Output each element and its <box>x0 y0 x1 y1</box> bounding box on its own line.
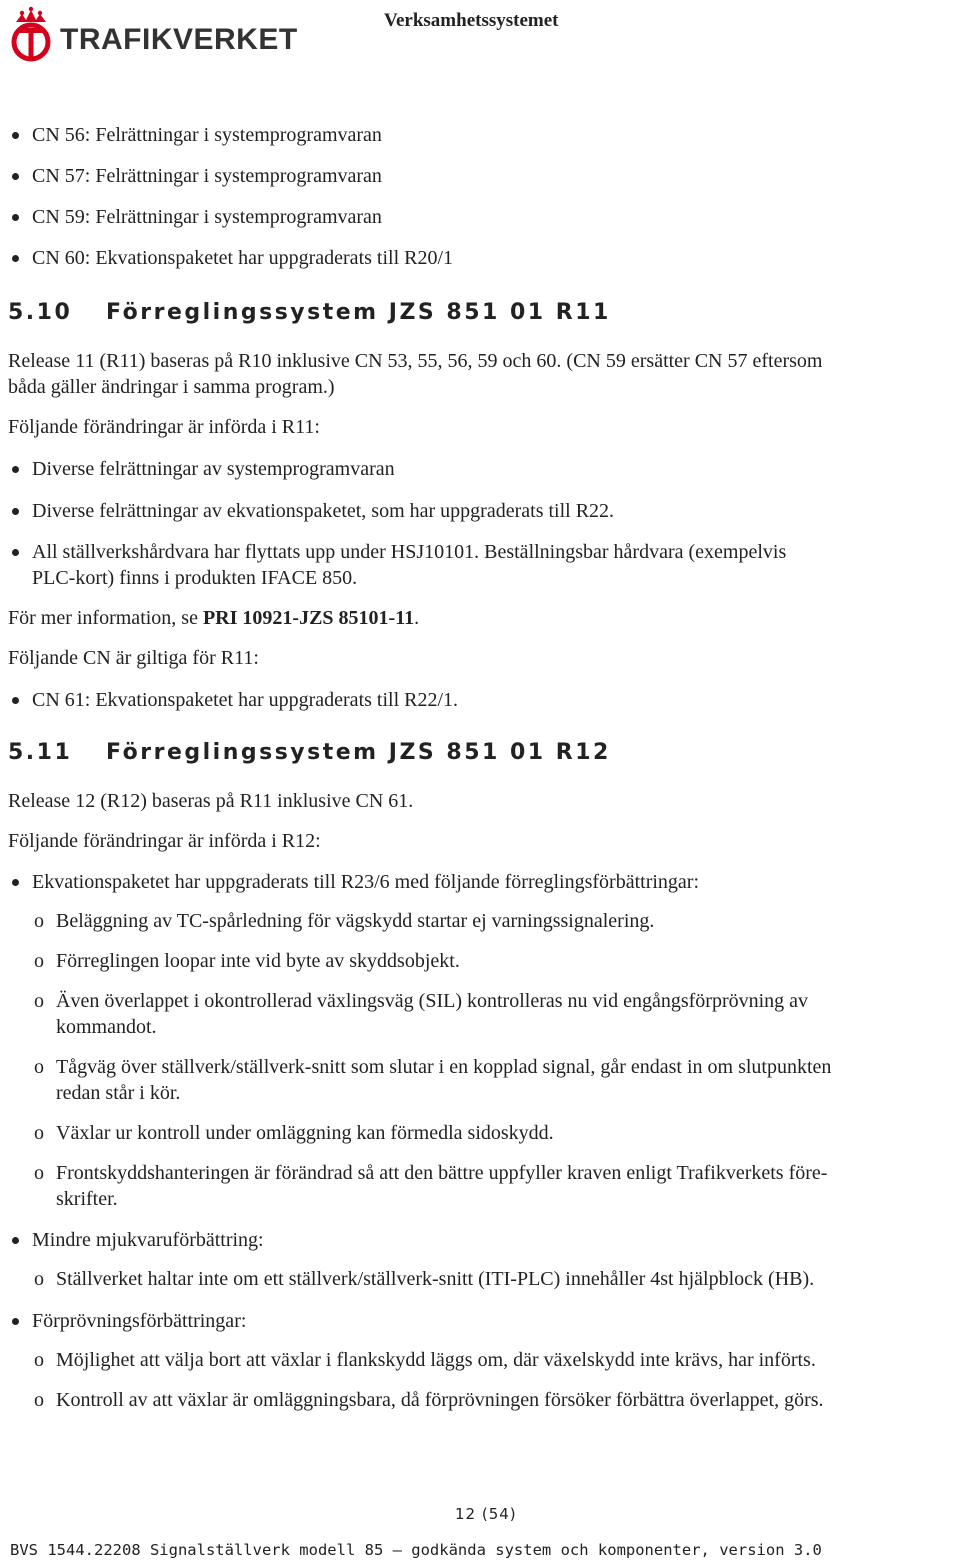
list-item: CN 59: Felrättningar i systemprogramvaran <box>32 206 382 228</box>
logo-wordmark: TRAFIKVERKET <box>60 23 298 56</box>
paragraph: Release 12 (R12) baseras på R11 inklusive CN 61. <box>8 790 414 812</box>
sub-bullet-icon: o <box>34 1162 44 1184</box>
bullet-icon <box>12 255 19 262</box>
list-item-continuation: PLC-kort) finns i produkten IFACE 850. <box>32 567 358 589</box>
bullet-icon <box>12 508 19 515</box>
sub-list-item: Frontskyddshanteringen är förändrad så att den bättre uppfyller kraven enligt Trafikverkets före- <box>56 1162 828 1184</box>
sub-list-item-continuation: skrifter. <box>56 1188 118 1210</box>
document-footer: BVS 1544.22208 Signalställverk modell 85 – godkända system och komponenter, version 3.0 <box>10 1541 822 1559</box>
sub-list-item: Kontroll av att växlar är omläggningsbara, då förprövningen försöker förbättra överlappet, görs. <box>56 1389 824 1411</box>
paragraph: Följande förändringar är införda i R12: <box>8 830 321 852</box>
trafikverket-logo <box>8 6 298 62</box>
page-header <box>0 0 960 70</box>
list-item: Ekvationspaketet har uppgraderats till R23/6 med följande förreglingsförbättringar: <box>32 871 700 893</box>
list-item: CN 56: Felrättningar i systemprogramvaran <box>32 124 382 146</box>
list-item: Diverse felrättningar av systemprogramvaran <box>32 458 395 480</box>
sub-list-item: Förreglingen loopar inte vid byte av skyddsobjekt. <box>56 950 460 972</box>
section-number: 5.11 <box>8 740 73 765</box>
sub-list-item: Även överlappet i okontrollerad växlingsväg (SIL) kontrolleras nu vid engångsförprövning av <box>56 990 809 1012</box>
list-item: CN 61: Ekvationspaketet har uppgraderats till R22/1. <box>32 689 459 711</box>
sub-list-item: Möjlighet att välja bort att växlar i flankskydd läggs om, där växelskydd inte krävs, har införts. <box>56 1349 816 1371</box>
section-title: Förreglingssystem JZS 851 01 R12 <box>106 740 611 765</box>
sub-bullet-icon: o <box>34 1268 44 1290</box>
section-number: 5.10 <box>8 300 73 325</box>
bullet-icon <box>12 466 19 473</box>
section-title: Förreglingssystem JZS 851 01 R11 <box>106 300 611 325</box>
list-item: CN 57: Felrättningar i systemprogramvaran <box>32 165 382 187</box>
paragraph-line: Release 11 (R11) baseras på R10 inklusive CN 53, 55, 56, 59 och 60. (CN 59 ersätter CN 57 eftersom <box>8 350 823 372</box>
bullet-icon <box>12 173 19 180</box>
page-number: 12 (54) <box>455 1505 517 1523</box>
sub-list-item-continuation: kommandot. <box>56 1016 157 1038</box>
sub-bullet-icon: o <box>34 1056 44 1078</box>
bullet-icon <box>12 1318 19 1325</box>
more-info-prefix: För mer information, se <box>8 607 203 629</box>
section-heading-5-10 <box>8 300 611 325</box>
paragraph: Följande CN är giltiga för R11: <box>8 647 259 669</box>
sub-list-item: Ställverket haltar inte om ett ställverk/ställverk-snitt (ITI-PLC) innehåller 4st hjälpblock (HB). <box>56 1268 815 1290</box>
sub-bullet-icon: o <box>34 990 44 1012</box>
sub-bullet-icon: o <box>34 1389 44 1411</box>
more-info-suffix: . <box>414 607 420 629</box>
more-info-paragraph <box>8 605 419 632</box>
section-heading-5-11 <box>8 740 611 765</box>
sub-bullet-icon: o <box>34 1122 44 1144</box>
header-title: Verksamhetssystemet <box>384 10 559 31</box>
document-reference-link[interactable]: PRI 10921-JZS 85101-11 <box>202 607 415 629</box>
sub-list-item: Beläggning av TC-spårledning för vägskydd startar ej varningssignalering. <box>56 910 655 932</box>
sub-list-item: Tågväg över ställverk/ställverk-snitt som slutar i en kopplad signal, går endast in om slutpunkten <box>56 1056 832 1078</box>
list-item: CN 60: Ekvationspaketet har uppgraderats till R20/1 <box>32 247 454 269</box>
paragraph: Följande förändringar är införda i R11: <box>8 416 320 438</box>
bullet-icon <box>12 879 19 886</box>
bullet-icon <box>12 549 19 556</box>
bullet-icon <box>12 132 19 139</box>
list-item: Mindre mjukvaruförbättring: <box>32 1229 264 1251</box>
bullet-icon <box>12 697 19 704</box>
bullet-icon <box>12 214 19 221</box>
sub-list-item-continuation: redan står i kör. <box>56 1082 181 1104</box>
list-item: Förprövningsförbättringar: <box>32 1310 247 1332</box>
bullet-icon <box>12 1237 19 1244</box>
paragraph-line: båda gäller ändringar i samma program.) <box>8 376 335 398</box>
crown-emblem-icon <box>8 6 54 62</box>
list-item: All ställverkshårdvara har flyttats upp under HSJ10101. Beställningsbar hårdvara (exempelvis <box>32 541 787 563</box>
sub-bullet-icon: o <box>34 1349 44 1371</box>
sub-list-item: Växlar ur kontroll under omläggning kan förmedla sidoskydd. <box>56 1122 554 1144</box>
list-item: Diverse felrättningar av ekvationspaketet, som har uppgraderats till R22. <box>32 500 615 522</box>
sub-bullet-icon: o <box>34 910 44 932</box>
sub-bullet-icon: o <box>34 950 44 972</box>
